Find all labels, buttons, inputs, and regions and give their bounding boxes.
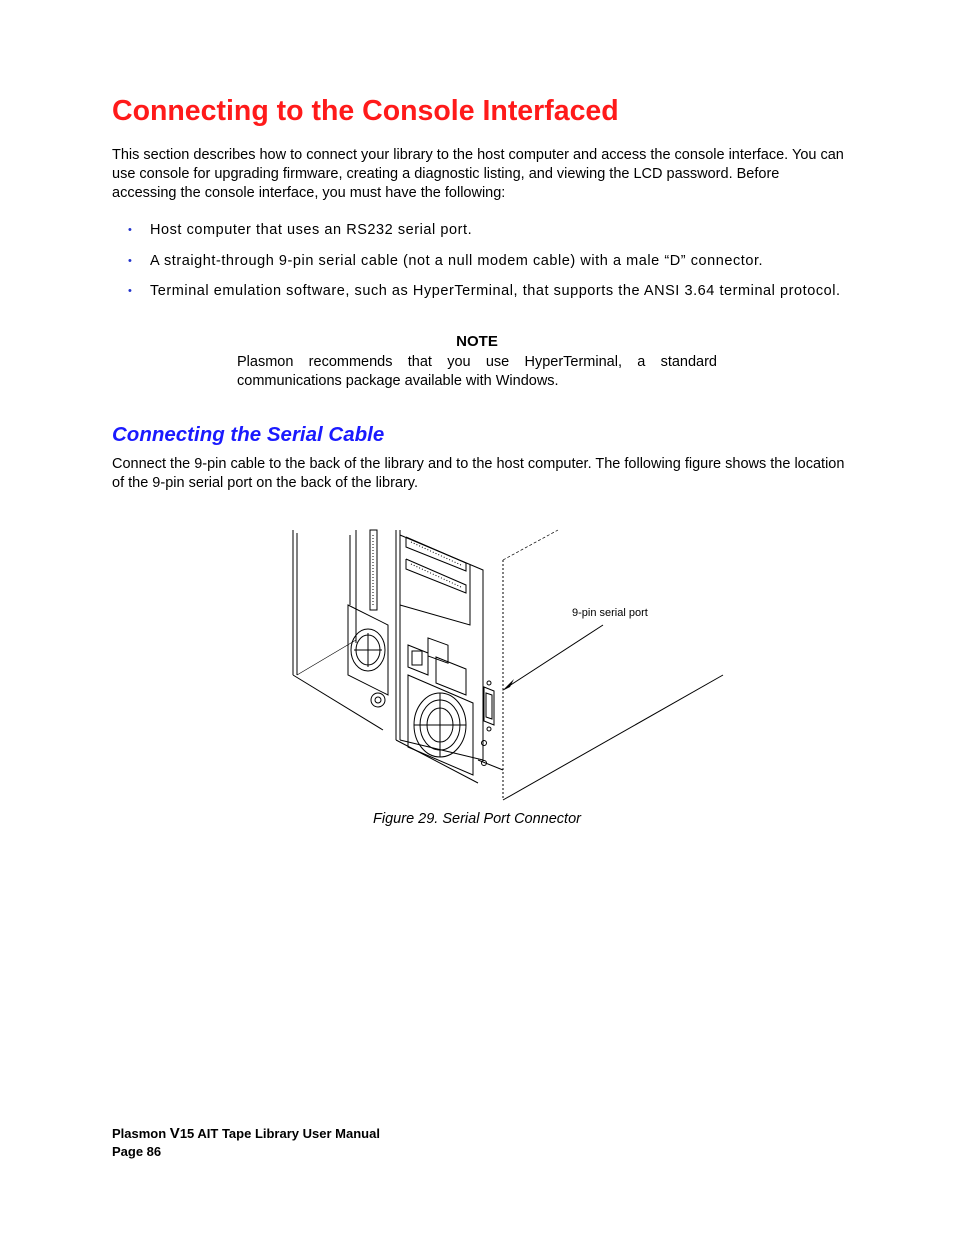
- serial-port-figure: [288, 525, 738, 810]
- section-body: Connect the 9-pin cable to the back of the library and to the host computer. The following figure shows the location of the 9-pin serial port on the back of the library.: [112, 456, 845, 491]
- list-item-text: Host computer that uses an RS232 serial port.: [150, 222, 473, 238]
- list-item: [128, 252, 848, 272]
- manual-title-suffix: 15 AIT Tape Library User Manual: [179, 1126, 380, 1141]
- list-item: [128, 282, 848, 302]
- figure-callout-label: 9-pin serial port: [572, 607, 648, 619]
- note-body: Plasmon recommends that you use HyperTerminal, a standard communications package available with Windows.: [237, 354, 717, 389]
- bullet-icon: •: [128, 254, 132, 267]
- requirements-list: [128, 221, 848, 313]
- page-title: Connecting to the Console Interfaced: [112, 95, 619, 127]
- list-item: [128, 221, 848, 241]
- manual-title-prefix: Plasmon: [112, 1126, 170, 1141]
- list-item-text: A straight-through 9-pin serial cable (not a null modem cable) with a male “D” connector.: [150, 252, 764, 269]
- page-footer: [112, 1125, 380, 1161]
- manual-title-v: V: [169, 1125, 180, 1142]
- page-number: Page 86: [112, 1144, 162, 1159]
- library-back-illustration: [288, 525, 738, 810]
- bullet-icon: •: [128, 224, 132, 236]
- note-heading: NOTE: [456, 333, 498, 350]
- list-item-text: Terminal emulation software, such as HyperTerminal, that supports the ANSI 3.64 terminal protocol.: [150, 283, 841, 299]
- bullet-icon: •: [128, 285, 132, 297]
- manual-title: [112, 1125, 380, 1143]
- section-title: Connecting the Serial Cable: [112, 423, 385, 446]
- figure-caption: Figure 29. Serial Port Connector: [373, 811, 581, 827]
- intro-paragraph: This section describes how to connect your library to the host computer and access the console interface. You can use console for upgrading firmware, creating a diagnostic listing, and viewing the LCD password. Before accessing the console interface, you must have the following:: [112, 147, 844, 201]
